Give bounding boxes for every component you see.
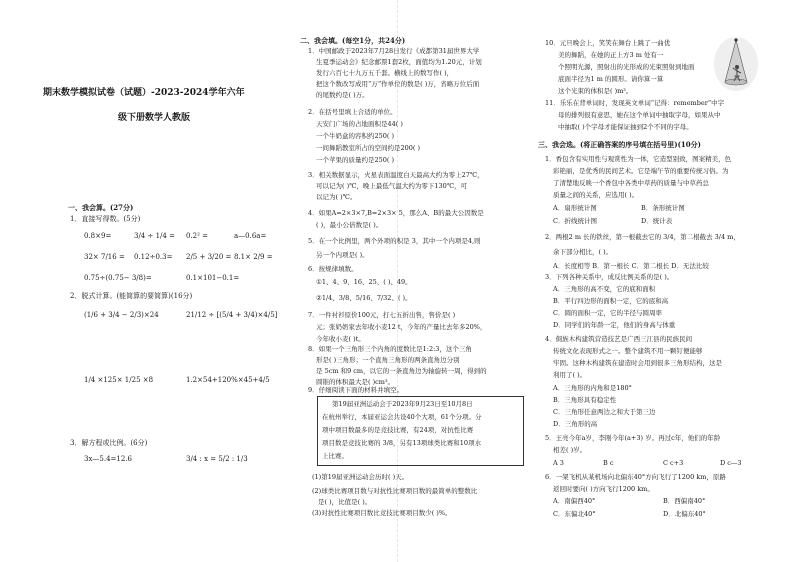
choice-q5-option: A 3 bbox=[553, 459, 564, 467]
fill-q2-line: 2．在括号里填上合适的单位。 bbox=[308, 108, 397, 116]
fill-q10-line: 底面半径为1 m 的圆形。请你算一算 bbox=[558, 75, 664, 83]
fill-q8-line: 是 5cm 和9 cm，以它的一条直角边为轴旋转一周，得到的 bbox=[316, 367, 487, 375]
choice-q6-option: A．南偏西40° bbox=[553, 497, 596, 505]
equation-1: 3x—5.4=12.6 bbox=[84, 455, 132, 463]
r2-0: 32× 7/16 = bbox=[84, 253, 125, 261]
choice-q1-option: B．条形统计图 bbox=[641, 204, 685, 212]
r1-1: 3/4 ÷ 1/4 = bbox=[134, 232, 175, 240]
fill-q8-line: 圆锥的体积最大是( )cm³。 bbox=[316, 378, 395, 386]
q1-label: 1．直接写得数。(5分) bbox=[70, 215, 141, 223]
r3-0: 0.75÷(0.75− 3/8)= bbox=[84, 274, 152, 282]
choice-q4-line: 利用了( )。 bbox=[553, 371, 587, 379]
fill-q8-line: 8．如果一个三角形三个内角的度数比是1:2:3，这个三角 bbox=[308, 345, 472, 353]
box-line: 项目数是竞技比赛的 3/8，另有13项球类比赛和10项水 bbox=[322, 439, 482, 447]
r3-1: 0.1×101−0.1= bbox=[186, 274, 240, 282]
choice-q1-line: 彩艳丽，是优秀的民间艺术。它是端午节的重要传统习俗。为 bbox=[553, 167, 729, 175]
choice-q6-line: 6．一架飞机从某机场向北偏东40°方向飞行了1200 km，原路 bbox=[545, 473, 726, 481]
choice-q2-line: 2．两根2 m 长的铁丝，第一根截去它的 3/4，第二根截去 3/4 m， bbox=[545, 233, 740, 241]
choice-q1-line: 了清楚地反映一个香包中各类中草药的质量与中草药总 bbox=[553, 179, 709, 187]
fill-q6-line: ①1、4、9、16、25、( )、49。 bbox=[316, 278, 412, 286]
choice-q1-option: C．折线统计图 bbox=[553, 217, 597, 225]
r1-3: a—0.6a= bbox=[234, 232, 267, 240]
expr-3: 1/4 ×125× 1/25 ×8 bbox=[84, 376, 154, 384]
spotlight-cone-icon bbox=[713, 36, 759, 92]
fill-q6-line: ②1/4、3/8、5/16、7/32、( )。 bbox=[316, 294, 412, 302]
choice-q2-line: 余下部分相比，( )。 bbox=[553, 248, 613, 256]
fill-q2-line: 一个苹果的质量约是250( ) bbox=[316, 156, 395, 164]
box-line: 项中项目数最多的是竞技比赛，有24项，对抗性比赛 bbox=[322, 426, 474, 434]
fill-q2-line: 天安门广场的占地面积是44( ) bbox=[316, 120, 403, 128]
r1-2: 0.2² = bbox=[186, 232, 209, 240]
fill-q10-line: 美的舞蹈，在她的正上方3 m 处有一 bbox=[558, 51, 664, 59]
section3-heading: 三、我会选。(将正确答案的序号填在括号里)(10分) bbox=[538, 140, 701, 149]
fill-q8-line: 形是( )三角形；一个直角三角形的两条直角边分别 bbox=[316, 356, 460, 364]
choice-q5-option: D c—3 bbox=[720, 459, 742, 467]
fill-q2-line: 一间舞蹈教室所占的空间约是200( ) bbox=[316, 144, 421, 152]
choice-q1-option: D．统计表 bbox=[641, 217, 673, 225]
expr-4: 1.2×54+120%×45+4/5 bbox=[186, 376, 270, 384]
fill-q3-line: 以记为( )℃。 bbox=[316, 193, 357, 201]
choice-q1-line: 质量之间的关系，应选用( )。 bbox=[553, 191, 639, 199]
fill-q11-line: 中抽取( )个字母才能保证抽到2个不同的字母。 bbox=[558, 123, 693, 131]
sub-q2: (2)球类比赛项目数与对抗性比赛项目数的最简单的整数比 bbox=[312, 487, 478, 495]
fill-q11-line: 11．乐乐在背单词时，发现英文单词“记得：remember”中字 bbox=[545, 99, 725, 107]
fill-q10-line: 个照明光源，照射出的光形成的光束照射到地面 bbox=[558, 63, 695, 71]
r2-3: 8.1× 2/9 = bbox=[234, 253, 273, 261]
fill-q10-line: 10．元旦晚会上，笑笑在舞台上跳了一曲优 bbox=[545, 39, 671, 47]
choice-q5-option: B c bbox=[603, 459, 614, 467]
fill-q7-line: 今年收小麦( )t。 bbox=[316, 335, 365, 343]
choice-q3-line: 3．下列各种关系中，成反比例关系的是( )。 bbox=[545, 273, 674, 281]
fill-q3-line: 可以记为( )℃，晚上最低气温大约为零下130℃，可 bbox=[316, 182, 468, 190]
dancer-spotlight-illustration bbox=[713, 36, 759, 92]
choice-q2-options: A．长度相等 B．第一根长 C．第二根长 D．无法比较 bbox=[553, 262, 709, 270]
fill-q1-line: 1．中国邮政于2023年7月28日发行《成都第31届世界大学 bbox=[308, 47, 480, 55]
choice-q3-option: A．三角形的高不变，它的底和面积 bbox=[553, 285, 656, 293]
fill-q5-line: 5．在一个比例里，两个外项的积是 3，其中一个内项是4,则 bbox=[308, 237, 481, 245]
fill-q6-line: 6．按规律填数。 bbox=[308, 265, 358, 273]
exam-title-line1: 期末数学模拟试卷（试题）-2023-2024学年六年 bbox=[43, 88, 245, 98]
fill-q2-line: 一个牛奶盒的容积约250( ) bbox=[316, 132, 395, 140]
fill-q1-line: 发行六百七十九万五千套。横线上的数写作( )， bbox=[316, 69, 454, 77]
right-column bbox=[538, 0, 790, 562]
sub-q1: (1)第19届亚洲运动会历时( )天。 bbox=[312, 473, 409, 481]
reading-material-box bbox=[317, 396, 524, 466]
box-line: 在杭州举行，本届亚运会共设40个大项，61个分项。分 bbox=[322, 413, 482, 421]
fill-q4-line: 4．如果A=2×3×7,B=2×3× 5，那么A、B的最大公因数是 bbox=[308, 209, 484, 217]
choice-q4-option: A．三角形的内角和是180° bbox=[553, 384, 632, 392]
section1-heading: 一、我会算。(27分) bbox=[68, 203, 134, 212]
choice-q4-line: 传统文化表现形式之一。整个建筑不用一颗钉便能够 bbox=[553, 347, 703, 355]
left-column bbox=[0, 0, 278, 562]
fill-q7-line: 7．一件衬衫原价100元，打七五折出售，售价是( ) bbox=[308, 311, 456, 319]
choice-q5-line: 5．王亮今年a岁，李刚今年(a+3) 岁。再过c年，他们的年龄 bbox=[545, 434, 721, 442]
choice-q4-option: D．三角形的高 bbox=[553, 420, 598, 428]
fill-q9-label: 9．仔细阅读下面的材料并填空。 bbox=[308, 386, 404, 394]
fill-q1-line: 的尾数约是( )万。 bbox=[316, 91, 369, 99]
fill-q11-line: 母的排列很有意思，她在这个单词中抽取字母，如果从中 bbox=[558, 111, 721, 119]
middle-column bbox=[300, 0, 540, 562]
expr-1: (1/6 + 3/4 − 2/3)×24 bbox=[84, 311, 159, 319]
exam-title-line2: 级下册数学人教版 bbox=[118, 113, 191, 123]
section2-heading: 二、我会填。(每空1分，共24分) bbox=[300, 36, 406, 45]
choice-q5-line: 相差( )岁。 bbox=[553, 446, 587, 454]
choice-q4-line: 牢固。这种木构建筑在建造时会用到很多三角形结构，这是 bbox=[553, 359, 722, 367]
choice-q6-line: 返回时要向( )方向飞行1200 km。 bbox=[553, 485, 654, 493]
q2-label: 2．脱式计算。(能简算的要简算)(16分) bbox=[70, 292, 193, 300]
fill-q10-line: 这个光束的体积是( )m³。 bbox=[558, 87, 633, 95]
choice-q1-option: A．扇形统计图 bbox=[553, 204, 597, 212]
expr-2: 21/12 ÷ [(5/4 + 3/4)×4/5] bbox=[186, 311, 278, 319]
q3-label: 3．解方程或比例。(6分) bbox=[70, 439, 148, 447]
r2-1: 0.12÷0.3= bbox=[134, 253, 173, 261]
choice-q6-option: D．北偏东40° bbox=[663, 510, 706, 518]
equation-2: 3/4 : x = 5/2 : 1/3 bbox=[186, 455, 248, 463]
fill-q5-line: 另一个内项是( )。 bbox=[316, 251, 369, 259]
choice-q6-option: B．西偏南40° bbox=[663, 497, 706, 505]
r2-2: 2/5 + 3/20 = bbox=[186, 253, 232, 261]
sub-q3: (3)对抗性比赛项目数比竞技比赛项目数少( )%。 bbox=[312, 509, 452, 517]
choice-q6-option: C．东偏北40° bbox=[553, 510, 596, 518]
choice-q3-option: B．平行四边形的面积一定，它的底和高 bbox=[553, 297, 669, 305]
choice-q3-option: D．同学们的年龄一定，他们的身高与体重 bbox=[553, 321, 676, 329]
fill-q4-line: ( )，最小公倍数是( )。 bbox=[316, 221, 383, 229]
sub-q2-cont: 是( )，比值是( )。 bbox=[318, 498, 372, 506]
choice-q5-option: C c+3 bbox=[663, 459, 684, 467]
choice-q4-option: B．三角形具有稳定性 bbox=[553, 396, 617, 404]
fill-q7-line: 元；张奶奶家去年收小麦12 t，今年的产量比去年多20%， bbox=[316, 323, 487, 331]
fill-q1-line: 生夏季运动会》纪念邮票1套2枚，面值均为1.20元，计划 bbox=[316, 58, 482, 66]
fill-q3-line: 3．相关数据显示，火星表面温度白天最高大约为零上27℃， bbox=[308, 171, 484, 179]
box-line: 上比赛。 bbox=[322, 452, 348, 460]
r1-0: 0.8×9= bbox=[84, 232, 112, 240]
fill-q1-line: 把这个数改写成用“万”作单位的数是( )万，省略万位后面 bbox=[316, 80, 480, 88]
choice-q1-line: 1．香包含有实用性与观赏性为一体，它造型别致，图案精美，色 bbox=[545, 155, 732, 163]
choice-q3-option: C．圆的面积一定，它的半径与圆周率 bbox=[553, 309, 662, 317]
choice-q4-line: 4．侗族木构建筑营造技艺是广西三江县的民族民间 bbox=[545, 335, 693, 343]
choice-q4-option: C．三角形任意两边之和大于第三边 bbox=[553, 408, 656, 416]
box-line: 第19届亚洲运动会于2023年9月23日至10月8日 bbox=[332, 400, 473, 408]
